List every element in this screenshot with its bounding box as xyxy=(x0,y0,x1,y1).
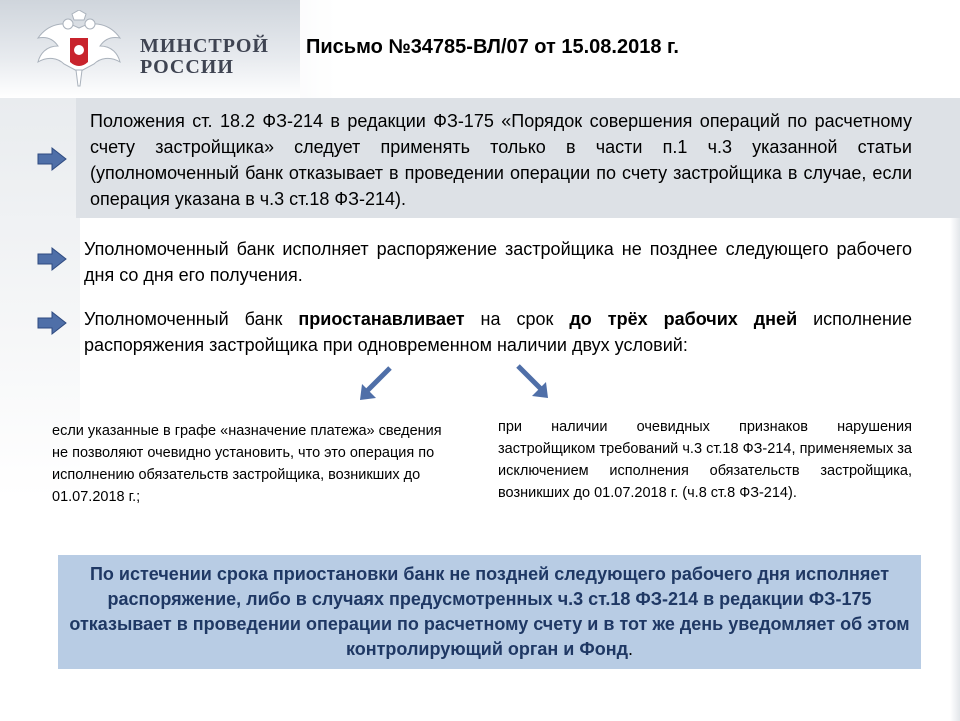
arrow-down-left-icon xyxy=(356,364,396,404)
point-2-text: Уполномоченный банк исполняет распоряжение застройщика не позднее следующего рабочего дня со дня его получения. xyxy=(84,239,912,285)
point-3-bold-2: до трёх рабочих дней xyxy=(569,309,798,329)
point-3-part-3: исполнение распоряжения застройщика при одновременном наличии двух условий: xyxy=(84,309,912,355)
condition-left: если указанные в графе «назначение платежа» сведения не позволяют очевидно установить, что это операция по исполнению обязательств застройщика, возникших до 01.07.2018 г.; xyxy=(52,423,442,505)
point-3-part-2: на срок xyxy=(464,309,570,329)
ministry-line-1: МИНСТРОЙ xyxy=(140,35,269,57)
conclusion-period: . xyxy=(628,639,634,659)
arrow-right-icon xyxy=(36,310,68,336)
condition-right: при наличии очевидных признаков нарушения застройщиком требований ч.3 ст.18 ФЗ-214, применяемых за исключением исполнения обязательств застройщика, возникших до 01.07.2018 г. (ч.8 ст.8 ФЗ-214). xyxy=(498,419,912,501)
coat-of-arms-icon xyxy=(34,10,124,90)
header xyxy=(0,0,960,98)
arrow-right-icon xyxy=(36,246,68,272)
arrow-right-icon xyxy=(36,146,68,172)
ministry-logo-text xyxy=(140,36,290,78)
conclusion-text xyxy=(58,562,921,662)
ministry-line-2: РОССИИ xyxy=(140,56,234,78)
point-3-bold-1: приостанавливает xyxy=(298,309,465,329)
arrow-down-right-icon xyxy=(512,362,552,402)
point-3-text xyxy=(84,306,912,358)
point-1-text: Положения ст. 18.2 ФЗ-214 в редакции ФЗ-175 «Порядок совершения операций по расчетному счету застройщика» следует применять только в части п.1 ч.3 указанной статьи (уполномоченный банк отказывает в проведении операции по счету застройщика в случае, если операция указана в ч.3 ст.18 ФЗ-214). xyxy=(90,111,912,209)
conclusion-main: По истечении срока приостановки банк не поздней следующего рабочего дня исполняет распоряжение, либо в случаях предусмотренных ч.3 ст.18 ФЗ-214 в редакции ФЗ-175 отказывает в проведении операции по расчетному счету и в тот же день уведомляет об этом контролирующий орган и Фонд xyxy=(69,564,910,659)
point-3-part-1: Уполномоченный банк xyxy=(84,309,299,329)
page-title: Письмо №34785-ВЛ/07 от 15.08.2018 г. xyxy=(306,36,679,58)
